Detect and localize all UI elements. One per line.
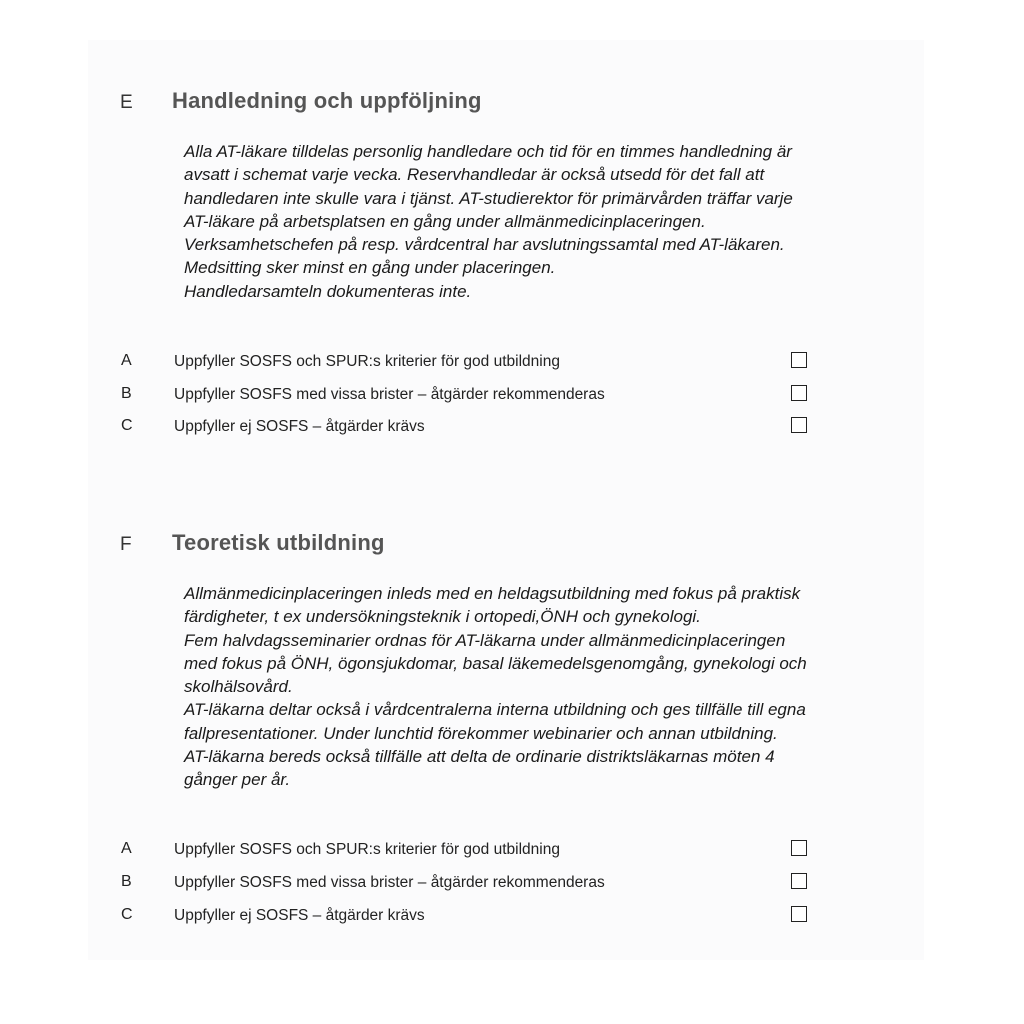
section-e-criterion-a [121, 350, 821, 374]
criterion-letter: A [121, 352, 132, 369]
criterion-checkbox[interactable] [791, 385, 807, 401]
section-f-line: färdigheter, t ex undersökningsteknik i ortopedi,ÖNH och gynekologi. [184, 607, 701, 627]
section-f-criterion-c [121, 904, 821, 928]
section-e-criterion-b [121, 383, 821, 407]
criterion-letter: B [121, 873, 132, 890]
criterion-text: Uppfyller ej SOSFS – åtgärder krävs [174, 418, 425, 435]
section-f-line: AT-läkarna bereds också tillfälle att delta de ordinarie distriktsläkarnas möten 4 [184, 747, 775, 767]
criterion-text: Uppfyller SOSFS med vissa brister – åtgärder rekommenderas [174, 386, 605, 403]
section-e-line: Alla AT-läkare tilldelas personlig handledare och tid för en timmes handledning är [184, 142, 792, 161]
section-f-line: Allmänmedicinplaceringen inleds med en heldagsutbildning med fokus på praktisk [184, 584, 801, 603]
criterion-letter: B [121, 385, 132, 402]
section-f-letter: F [120, 534, 132, 555]
section-e-line: AT-läkare på arbetsplatsen en gång under allmänmedicinplaceringen. [184, 211, 706, 231]
section-f-criterion-b [121, 871, 821, 895]
section-f-paragraph [184, 582, 924, 792]
criterion-letter: C [121, 906, 133, 923]
criterion-checkbox[interactable] [791, 906, 807, 922]
section-e-letter: E [120, 92, 133, 113]
criterion-checkbox[interactable] [791, 840, 807, 856]
section-f-line: med fokus på ÖNH, ögonsjukdomar, basal läkemedelsgenomgång, gynekologi och [184, 653, 807, 673]
criterion-checkbox[interactable] [791, 417, 807, 433]
criterion-letter: C [121, 417, 133, 434]
section-e-line: Verksamhetschefen på resp. vårdcentral har avslutningssamtal med AT-läkaren. [184, 235, 785, 255]
criterion-text: Uppfyller ej SOSFS – åtgärder krävs [174, 907, 425, 924]
criterion-checkbox[interactable] [791, 352, 807, 368]
section-f-line: gånger per år. [184, 770, 291, 790]
section-e-line: Medsitting sker minst en gång under placeringen. [184, 258, 556, 278]
section-f-line: Fem halvdagsseminarier ordnas för AT-läkarna under allmänmedicinplaceringen [184, 630, 786, 650]
section-e-line: avsatt i schemat varje vecka. Reservhandledar är också utsedd för det fall att [184, 165, 765, 185]
section-f-criterion-a [121, 838, 821, 862]
section-f-title: Teoretisk utbildning [172, 530, 385, 555]
section-e-paragraph [184, 140, 914, 303]
section-f-line: fallpresentationer. Under lunchtid förekommer webinarier och annan utbildning. [184, 723, 778, 743]
criterion-text: Uppfyller SOSFS med vissa brister – åtgärder rekommenderas [174, 874, 605, 891]
criterion-checkbox[interactable] [791, 873, 807, 889]
section-e-line: handledaren inte skulle vara i tjänst. AT-studierektor för primärvården träffar varje [184, 188, 793, 208]
section-f-line: skolhälsovård. [184, 677, 293, 697]
criterion-text: Uppfyller SOSFS och SPUR:s kriterier för god utbildning [174, 353, 560, 370]
section-e-criterion-c [121, 415, 821, 439]
section-e-title: Handledning och uppföljning [172, 88, 482, 113]
criterion-letter: A [121, 840, 132, 857]
section-f-line: AT-läkarna deltar också i vårdcentralerna interna utbildning och ges tillfälle till egna [184, 700, 806, 720]
section-e-line: Handledarsamteln dokumenteras inte. [184, 281, 472, 301]
criterion-text: Uppfyller SOSFS och SPUR:s kriterier för god utbildning [174, 841, 560, 858]
